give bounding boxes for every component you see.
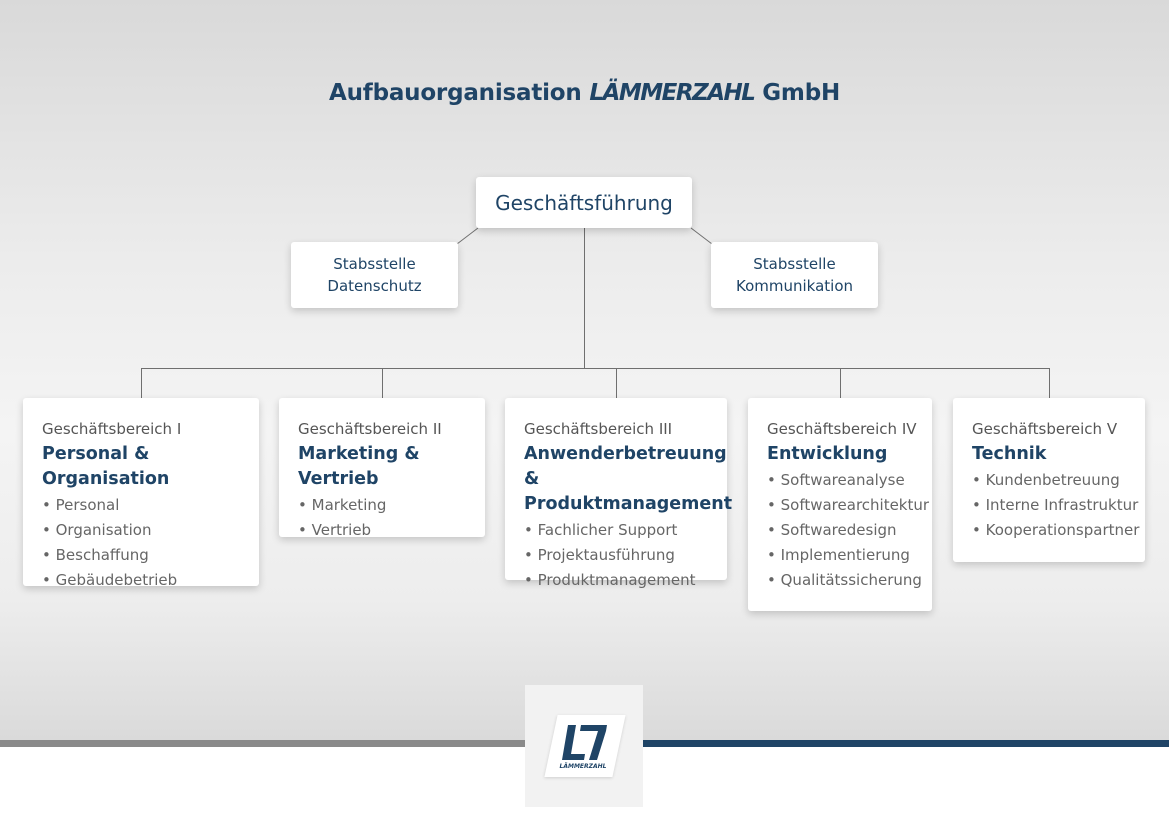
department-name-line1: Anwenderbetreuung & [524,444,727,489]
department-item: • Projektausführung [524,546,675,564]
department-item: • Softwareanalyse [767,471,905,489]
department-item: • Fachlicher Support [524,521,678,539]
department-item: • Softwarearchitektur [767,496,930,514]
department-item-list [767,468,932,593]
department-item-list [972,468,1145,543]
staff-unit-kommunikation [711,242,878,308]
department-name: Marketing & Vertrieb [298,444,420,489]
management-label: Geschäftsführung [495,190,673,215]
department-item: • Kundenbetreuung [972,471,1120,489]
staff-unit-line1: Stabsstelle [333,255,416,273]
department-item: • Softwaredesign [767,521,897,539]
department-name: Personal & Organisation [42,444,170,489]
title-suffix: GmbH [762,80,841,106]
connector-staff-kommunikation [691,228,712,244]
department-box-4 [748,398,932,611]
department-box-3 [505,398,733,589]
connector-staff-datenschutz [457,228,478,244]
department-item: • Qualitätssicherung [767,571,922,589]
department-item: • Marketing [298,496,387,514]
department-box-5 [953,398,1145,562]
department-number: Geschäftsbereich IV [767,420,917,438]
department-number: Geschäftsbereich III [524,420,673,438]
department-item: • Interne Infrastruktur [972,496,1139,514]
department-item: • Beschaffung [42,546,149,564]
department-item: • Kooperationspartner [972,521,1140,539]
department-item-list [298,493,485,543]
department-number: Geschäftsbereich I [42,420,182,438]
department-item: • Personal [42,496,120,514]
department-number: Geschäftsbereich II [298,420,442,438]
staff-unit-datenschutz [291,242,458,308]
department-item-list [42,493,259,593]
department-item: • Vertrieb [298,521,372,539]
department-item: • Organisation [42,521,152,539]
lz-logo-icon [551,715,619,777]
staff-unit-line1: Stabsstelle [753,255,836,273]
department-item-list [524,518,727,593]
department-box-1 [23,398,259,589]
department-name: Technik [972,444,1047,464]
department-name-line2: Produktmanagement [524,494,733,514]
department-name: Entwicklung [767,444,888,464]
department-item: • Implementierung [767,546,910,564]
department-item: • Produktmanagement [524,571,696,589]
management-box [476,177,692,228]
department-item: • Gebäudebetrieb [42,571,178,589]
title-prefix: Aufbauorganisation [328,80,582,106]
department-number: Geschäftsbereich V [972,420,1118,438]
logo-wordmark: LÄMMERZAHL [559,763,607,770]
staff-unit-line2: Datenschutz [327,277,422,295]
title-brand-logo: LÄMMERZAHL [589,80,755,106]
staff-unit-line2: Kommunikation [735,277,854,295]
department-box-2 [279,398,485,537]
